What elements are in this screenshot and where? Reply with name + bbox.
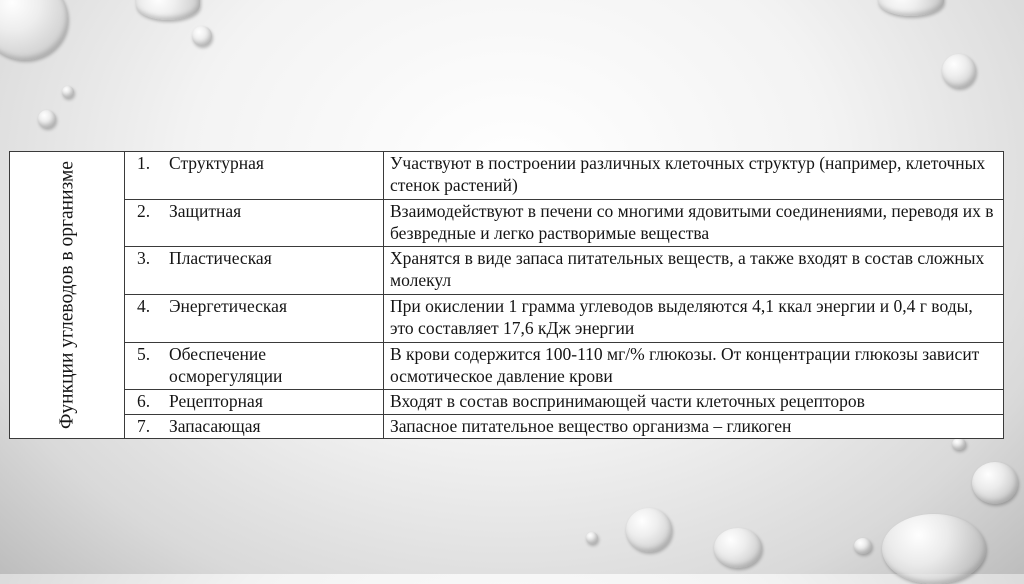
water-drop-decoration	[942, 54, 976, 88]
function-name-cell	[125, 342, 384, 390]
function-description: Участвуют в построении различных клеточных структур (например, клеточных стенок растений)	[384, 152, 1004, 200]
carbohydrate-functions-table	[9, 151, 1004, 439]
water-drop-decoration	[952, 438, 966, 450]
table-row	[10, 199, 1004, 247]
row-number: 5.	[137, 343, 151, 364]
function-name-cell	[125, 390, 384, 414]
table-row	[10, 414, 1004, 438]
function-name: Защитная	[169, 200, 242, 221]
function-description: Хранятся в виде запаса питательных веществ, а также входят в состав сложных молекул	[384, 247, 1004, 295]
water-drop-decoration	[586, 532, 598, 544]
row-number: 6.	[137, 391, 151, 412]
table-row	[10, 390, 1004, 414]
table-row	[10, 294, 1004, 342]
side-label: Функции углеводов в организме	[56, 161, 78, 429]
water-drop-decoration	[878, 0, 944, 16]
table-row	[10, 342, 1004, 390]
function-name: Обеспечение осморегуляции	[169, 343, 283, 386]
water-drop-decoration	[192, 26, 212, 46]
function-name: Запасающая	[169, 415, 261, 436]
water-drop-decoration	[136, 0, 200, 20]
table-row	[10, 152, 1004, 200]
function-name-cell	[125, 247, 384, 295]
function-name-cell	[125, 414, 384, 438]
water-drop-decoration	[38, 110, 56, 128]
row-number: 4.	[137, 295, 151, 316]
water-drop-decoration	[0, 0, 68, 60]
function-name: Структурная	[169, 153, 264, 173]
water-drop-decoration	[854, 538, 872, 554]
function-name: Энергетическая	[169, 295, 287, 316]
function-name-cell	[125, 294, 384, 342]
function-name-cell	[125, 152, 384, 200]
water-drop-decoration	[972, 462, 1018, 504]
function-description: В крови содержится 100-110 мг/% глюкозы. От концентрации глюкозы зависит осмотическое давление крови	[384, 342, 1004, 390]
side-label-cell	[10, 152, 125, 439]
row-number: 7.	[137, 415, 151, 436]
water-drop-decoration	[62, 86, 74, 98]
function-description: При окислении 1 грамма углеводов выделяются 4,1 ккал энергии и 0,4 г воды, это составляет 17,6 кДж энергии	[384, 294, 1004, 342]
row-number: 2.	[137, 200, 151, 221]
table-row	[10, 247, 1004, 295]
row-number: 3.	[137, 248, 151, 269]
function-description: Взаимодействуют в печени со многими ядовитыми соединениями, переводя их в безвредные и легко растворимые вещества	[384, 199, 1004, 247]
water-drop-decoration	[714, 528, 762, 568]
function-description: Запасное питательное вещество организма – гликоген	[384, 414, 1004, 438]
water-drop-decoration	[626, 508, 672, 552]
function-name: Рецепторная	[169, 391, 263, 412]
function-name-cell	[125, 199, 384, 247]
function-description: Входят в состав воспринимающей части клеточных рецепторов	[384, 390, 1004, 414]
function-name: Пластическая	[169, 248, 272, 269]
row-number: 1.	[137, 153, 151, 173]
